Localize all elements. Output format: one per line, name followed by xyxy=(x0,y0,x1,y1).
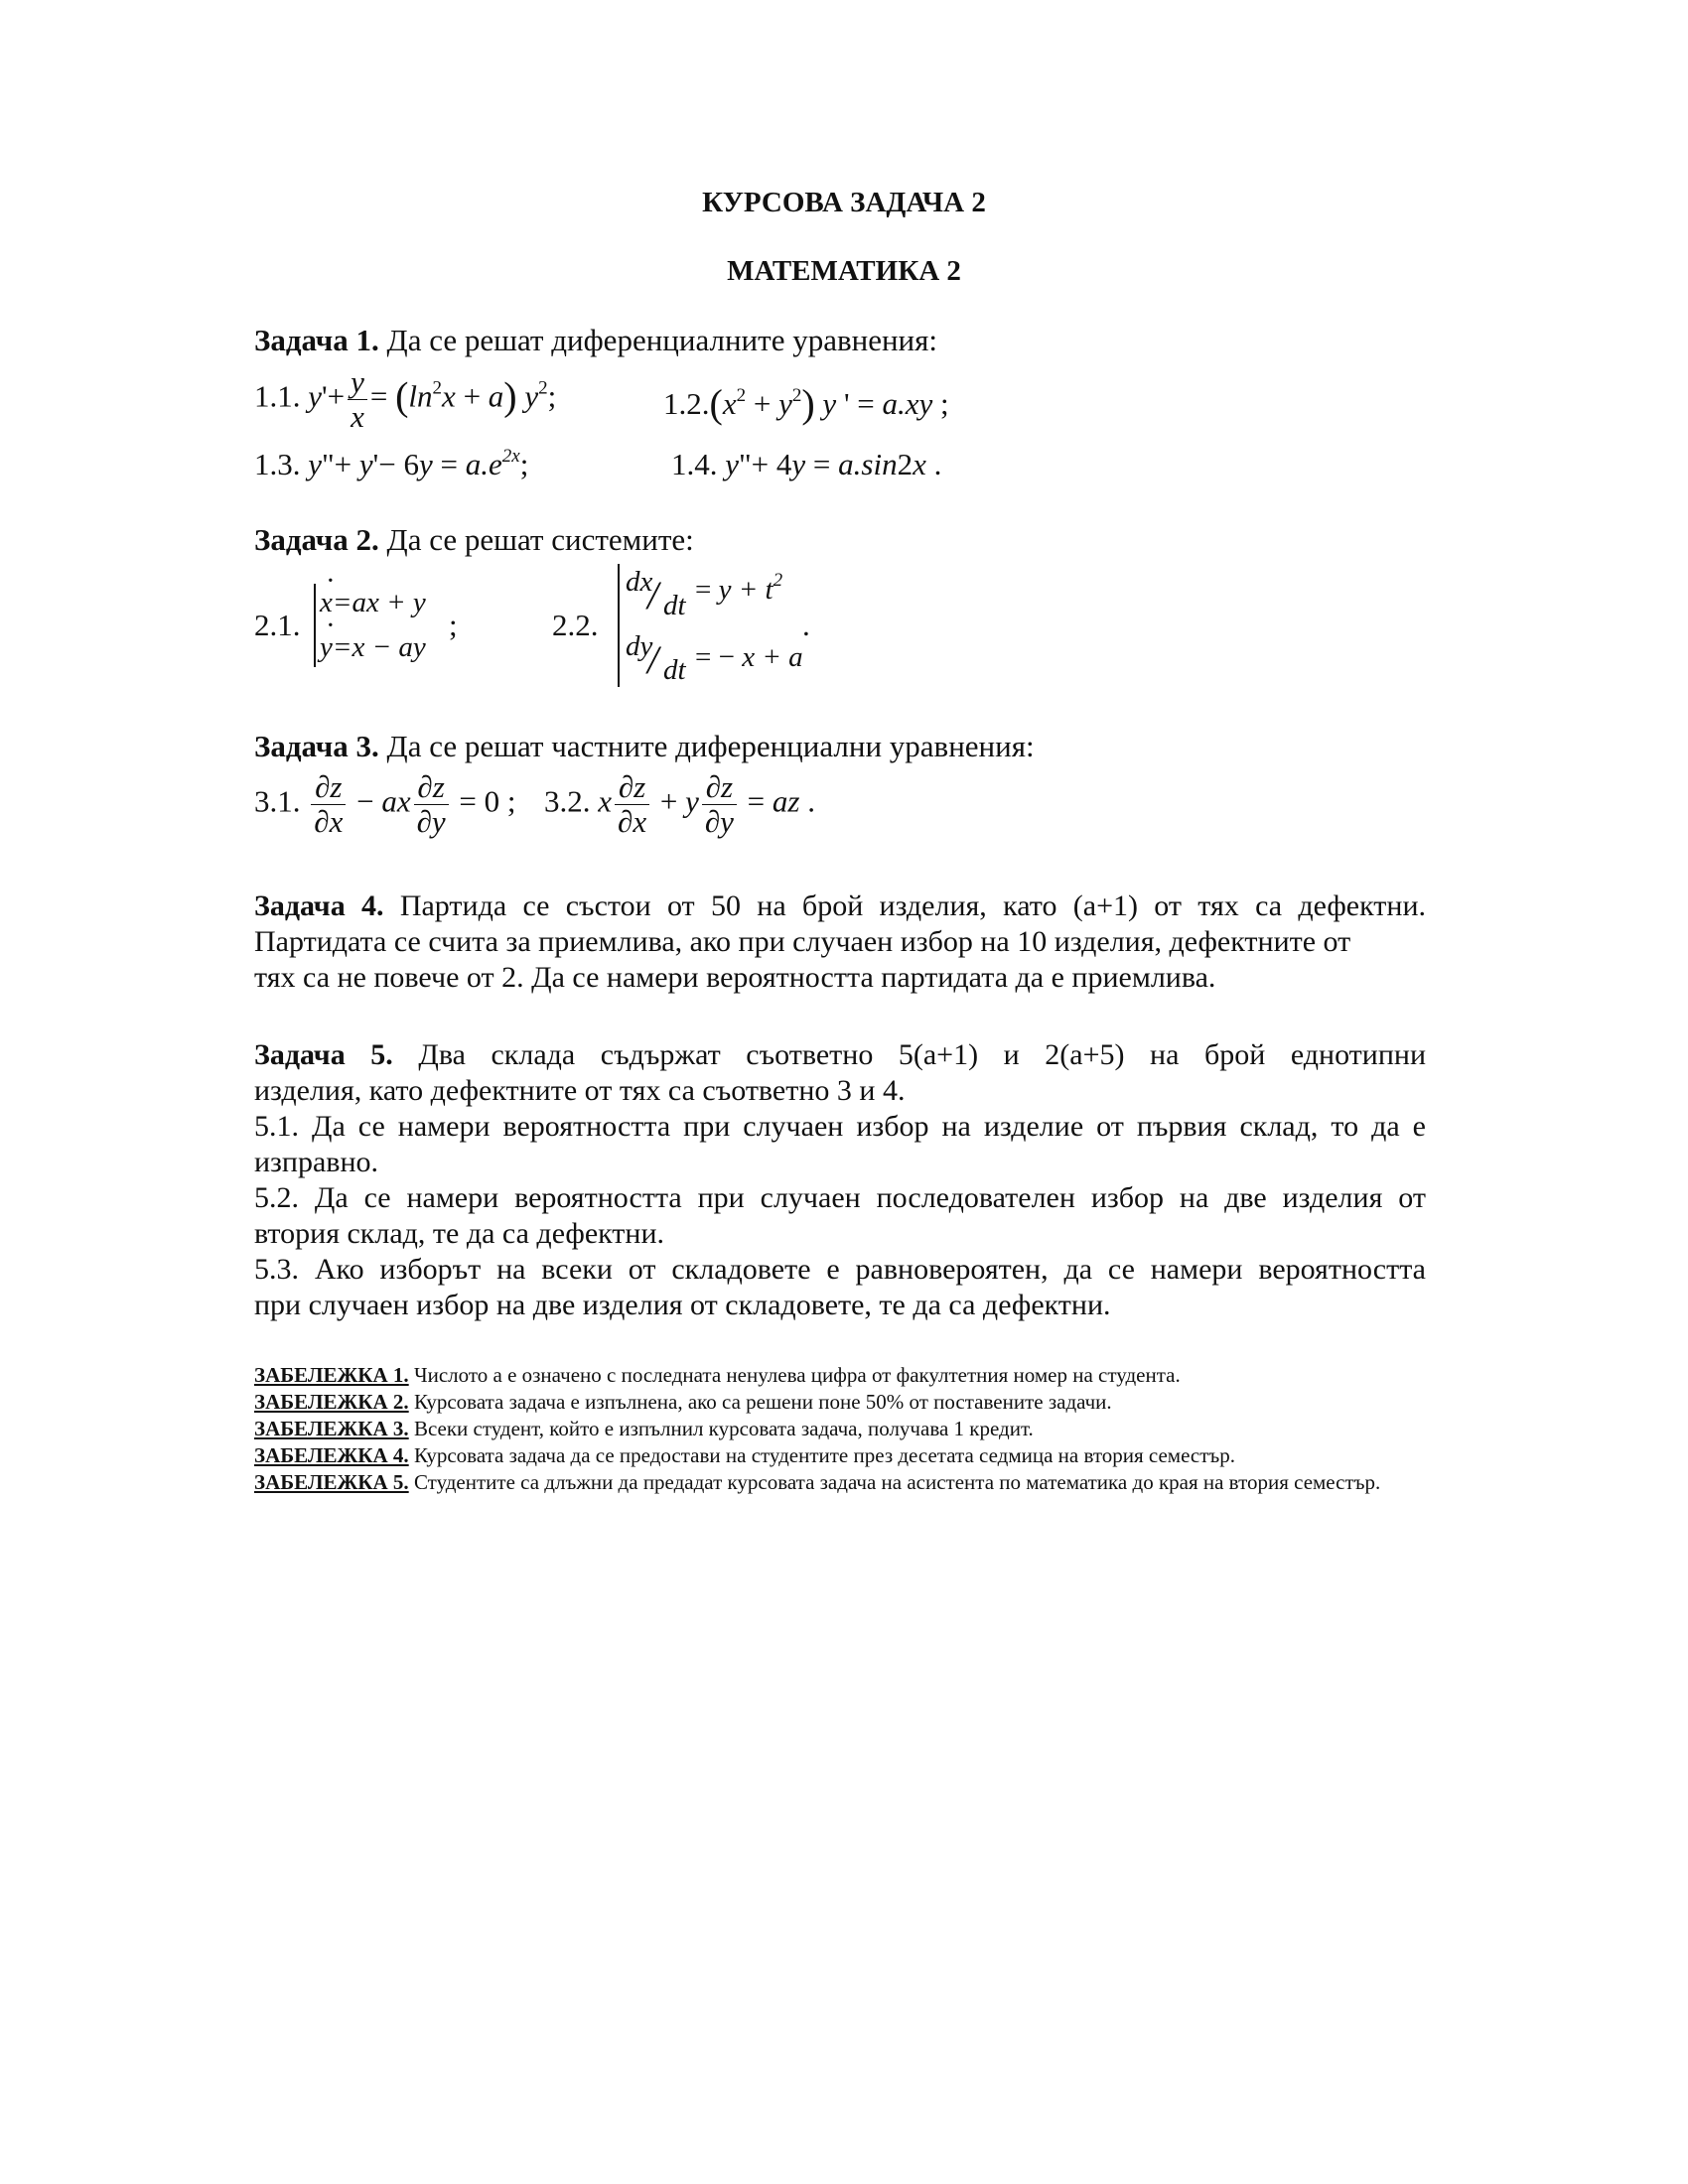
task-4-line-2: Партидата се счита за приемлива, ако при случаен избор на 10 изделия, дефектните от xyxy=(254,925,1351,958)
task-2-label: Задача 2. xyxy=(254,522,379,557)
item-label-3-2: 3.2. xyxy=(544,783,591,819)
note-5-text: Студентите са длъжни да предадат курсовата задача на асистента по математика до края на втория семестър. xyxy=(408,1470,1381,1494)
system-2-2-eq1-rhs: = $y + t^2$ xyxy=(695,570,783,606)
note-2-label: ЗАБЕЛЕЖКА 2. xyxy=(254,1390,409,1414)
note-1-text: Числото a е означено с последната ненулева цифра от факултетния номер на студента. xyxy=(408,1363,1181,1387)
system-brace-2-1 xyxy=(314,584,316,667)
system-2-1-eq2: · y=x − ay xyxy=(320,631,426,664)
note-4-text: Курсовата задача да се предостави на студентите през десетата седмица на втория семестър. xyxy=(408,1443,1236,1467)
task-4-line-1: Партида се състои от 50 на брой изделия, като (a+1) от тях са дефектни. xyxy=(399,889,1426,922)
system-2-2-eq2-rhs: = − x + a xyxy=(695,641,803,673)
task-5-line-2: изделия, като дефектните от тях са съответно 3 и 4. xyxy=(254,1074,906,1107)
task-1-heading xyxy=(254,323,937,358)
note-5 xyxy=(254,1469,1436,1496)
fraction-slash-2: / xyxy=(647,637,659,682)
task-5-label: Задача 5. xyxy=(254,1038,393,1071)
system-2-1-eq1: · x=ax + y xyxy=(320,587,426,619)
equation-3-1: 3.1. $\frac{\partial z}{\partial x}$ − ax $\frac{\partial z}{\partial y}$ = 0 ; xyxy=(254,769,516,839)
equation-1-3: 1.3. y"+ $y'- 6y = a.e^{2x}$; xyxy=(254,446,529,481)
task-1-label: Задача 1. xyxy=(254,323,379,357)
note-1 xyxy=(254,1362,1436,1389)
item-label-1-1: 1.1. xyxy=(254,378,301,414)
task-5-2-line-2: втория склад, те да са дефектни. xyxy=(254,1217,665,1250)
task-5-paragraph xyxy=(254,1037,1426,1323)
period-2: . xyxy=(802,608,810,642)
system-2-2-eq1-num: dx xyxy=(626,566,653,598)
task-4-line-3: тях са не повече от 2. Да се намери вероятността партидата да е приемлива. xyxy=(254,961,1216,994)
note-5-label: ЗАБЕЛЕЖКА 5. xyxy=(254,1470,409,1494)
task-5-2-line-1: 5.2. Да се намери вероятността при случаен последователен избор на две изделия от xyxy=(254,1181,1426,1214)
item-label-3-1: 3.1. xyxy=(254,783,301,819)
task-5-3-line-2: при случаен избор на две изделия от складовете, те да са дефектни. xyxy=(254,1289,1111,1321)
system-2-2-eq2-den: dt xyxy=(663,654,686,686)
note-3-text: Всеки студент, който е изпълнил курсовата задача, получава 1 кредит. xyxy=(408,1417,1034,1440)
equation-1-1: 1.1. y'+ $\frac{y}{x}$ = $(\ln^2x + a)$ $y^2$; xyxy=(254,364,557,434)
task-3-label: Задача 3. xyxy=(254,729,379,763)
document-subtitle: МАТЕМАТИКА 2 xyxy=(727,255,961,287)
note-2-text: Курсовата задача е изпълнена, ако са решени поне 50% от поставените задачи. xyxy=(408,1390,1112,1414)
item-label-1-3: 1.3. xyxy=(254,447,301,481)
note-4-label: ЗАБЕЛЕЖКА 4. xyxy=(254,1443,409,1467)
note-4 xyxy=(254,1442,1436,1469)
note-3 xyxy=(254,1416,1436,1442)
task-5-line-1: Два склада съдържат съответно 5(a+1) и 2(a+5) на брой еднотипни xyxy=(418,1038,1427,1071)
fraction-slash-1: / xyxy=(647,573,659,617)
item-label-1-4: 1.4. xyxy=(671,447,718,481)
task-2-heading xyxy=(254,522,694,558)
task-2-text: Да се решат системите: xyxy=(386,522,694,557)
task-3-text: Да се решат частните диференциални уравнения: xyxy=(386,729,1035,763)
task-4-paragraph xyxy=(254,888,1426,996)
task-4-label: Задача 4. xyxy=(254,889,384,922)
separator-2: ; xyxy=(449,608,458,642)
task-5-3-line-1: 5.3. Ако изборът на всеки от складовете е равновероятен, да се намери вероятността xyxy=(254,1253,1426,1286)
item-label-2-2: 2.2. xyxy=(552,608,599,642)
equation-1-4: 1.4. y"+ 4y = a.sin2x . xyxy=(671,447,942,481)
system-2-2-eq1-den: dt xyxy=(663,590,686,621)
equation-3-2: 3.2. x $\frac{\partial z}{\partial x}$ + y $\frac{\partial z}{\partial y}$ = az . xyxy=(544,769,815,839)
task-3-heading xyxy=(254,729,1035,764)
document-title: КУРСОВА ЗАДАЧА 2 xyxy=(702,187,986,218)
system-brace-2-2 xyxy=(618,564,620,687)
task-5-1-line-1: 5.1. Да се намери вероятността при случаен избор на изделие от първия склад, то да е xyxy=(254,1110,1426,1143)
task-5-1-line-2: изправно. xyxy=(254,1146,378,1178)
notes-block xyxy=(254,1362,1436,1496)
equation-1-2: $1.2.(x^2 + y^2)$ y ' = a.xy ; xyxy=(663,381,949,426)
item-label-1-2: 1.2. xyxy=(663,386,710,421)
note-1-label: ЗАБЕЛЕЖКА 1. xyxy=(254,1363,409,1387)
note-2 xyxy=(254,1389,1436,1416)
note-3-label: ЗАБЕЛЕЖКА 3. xyxy=(254,1417,409,1440)
item-label-2-1: 2.1. xyxy=(254,608,301,642)
task-1-text: Да се решат диференциалните уравнения: xyxy=(386,323,938,357)
system-2-2-eq2-num: dy xyxy=(626,630,653,662)
